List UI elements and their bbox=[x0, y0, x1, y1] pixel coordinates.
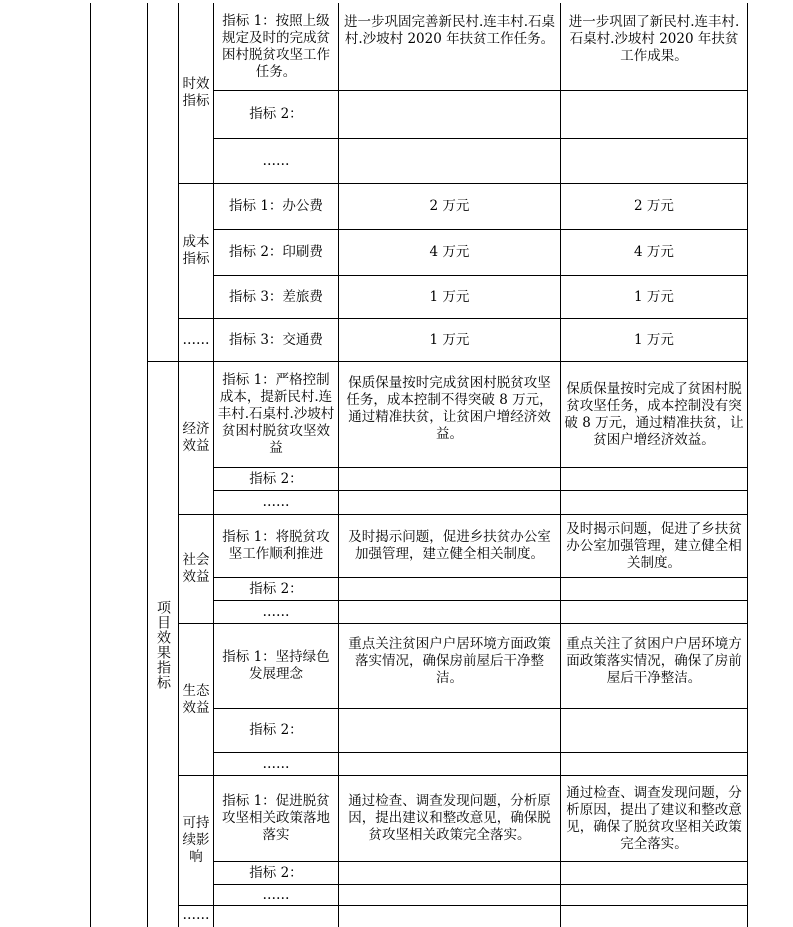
cost-indicator-3-target: 1 万元 bbox=[429, 288, 470, 305]
transport-indicator-name: 指标 3：交通费 bbox=[229, 331, 323, 348]
effect-section-label: 项目效果指标 bbox=[155, 599, 171, 690]
sustainable-indicator-1-actual: 通过检查、调查发现问题，分析原因，提出了建议和整改意见，确保了脱贫攻坚相关政策完全落实。 bbox=[566, 784, 742, 852]
economic-indicator-1-actual: 保质保量按时完成了贫困村脱贫攻坚任务，成本控制没有突破 8 万元，通过精准扶贫，让贫困户增经济效益。 bbox=[564, 380, 744, 448]
sustainable-indicator-1-name: 指标 1：促进脱贫攻坚相关政策落地落实 bbox=[222, 793, 330, 843]
timeliness-category-label: 时效指标 bbox=[182, 76, 210, 109]
ecological-category-label: 生态效益 bbox=[182, 682, 210, 716]
cost-indicator-2-name: 指标 2：印刷费 bbox=[229, 244, 323, 260]
other-output-category-label: …… bbox=[182, 331, 210, 348]
ecological-indicator-1-target: 重点关注贫困户户居环境方面政策落实情况，确保房前屋后干净整洁。 bbox=[348, 636, 551, 686]
ecological-indicator-2-name: 指标 2： bbox=[249, 722, 303, 738]
cost-indicator-3-name: 指标 3：差旅费 bbox=[229, 288, 323, 305]
sustainable-indicator-1-target: 通过检查、调查发现问题，分析原因，提出建议和整改意见，确保脱贫攻坚相关政策完全落实。 bbox=[348, 793, 551, 843]
economic-more: …… bbox=[262, 494, 290, 510]
sustainable-indicator-2-name: 指标 2： bbox=[249, 864, 303, 881]
social-indicator-1-name: 指标 1：将脱贫攻坚工作顺利推进 bbox=[222, 529, 330, 562]
timeliness-more: …… bbox=[262, 152, 290, 169]
social-category-label: 社会效益 bbox=[182, 552, 210, 585]
timeliness-indicator-1-name: 指标 1：按照上级规定及时的完成贫困村脱贫攻坚工作任务。 bbox=[222, 12, 330, 80]
social-indicator-1-target: 及时揭示问题，促进乡扶贫办公室加强管理，建立健全相关制度。 bbox=[348, 529, 551, 562]
timeliness-indicator-2-name: 指标 2： bbox=[249, 106, 303, 122]
cost-indicator-2-target: 4 万元 bbox=[429, 244, 470, 260]
ecological-indicator-1-actual: 重点关注了贫困户户居环境方面政策落实情况，确保了房前屋后干净整洁。 bbox=[566, 636, 742, 686]
sustainable-category-label: 可持续影响 bbox=[182, 815, 210, 865]
cost-indicator-3-actual: 1 万元 bbox=[634, 288, 674, 305]
timeliness-indicator-1-actual: 进一步巩固了新民村.连丰村.石桌村.沙坡村 2020 年扶贫工作成果。 bbox=[568, 14, 740, 64]
transport-indicator-target: 1 万元 bbox=[429, 331, 470, 348]
economic-indicator-1-name: 指标 1：严格控制成本，提新民村.连丰村.石桌村.沙坡村贫困村脱贫攻坚效益 bbox=[217, 372, 335, 456]
cost-indicator-2-actual: 4 万元 bbox=[634, 244, 674, 260]
sustainable-more: …… bbox=[262, 886, 290, 903]
timeliness-indicator-1-target: 进一步巩固完善新民村.连丰村.石桌村.沙坡村 2020 年扶贫工作任务。 bbox=[343, 14, 556, 47]
cost-indicator-1-target: 2 万元 bbox=[429, 198, 470, 214]
cost-indicator-1-actual: 2 万元 bbox=[634, 198, 674, 214]
social-more: …… bbox=[262, 603, 290, 620]
economic-category-label: 经济效益 bbox=[182, 421, 210, 454]
ecological-indicator-1-name: 指标 1：坚持绿色发展理念 bbox=[222, 649, 330, 682]
other-effect-category-label: …… bbox=[182, 906, 210, 923]
social-indicator-2-name: 指标 2： bbox=[249, 580, 303, 597]
social-indicator-1-actual: 及时揭示问题，促进了乡扶贫办公室加强管理，建立健全相关制度。 bbox=[566, 520, 742, 571]
transport-indicator-actual: 1 万元 bbox=[634, 331, 674, 348]
economic-indicator-2-name: 指标 2： bbox=[249, 470, 303, 487]
cost-category-label: 成本指标 bbox=[182, 234, 210, 267]
ecological-more: …… bbox=[262, 755, 290, 772]
economic-indicator-1-target: 保质保量按时完成贫困村脱贫攻坚任务，成本控制不得突破 8 万元，通过精准扶贫，让贫困户增经济效益。 bbox=[346, 375, 553, 442]
cost-indicator-1-name: 指标 1：办公费 bbox=[229, 198, 323, 214]
